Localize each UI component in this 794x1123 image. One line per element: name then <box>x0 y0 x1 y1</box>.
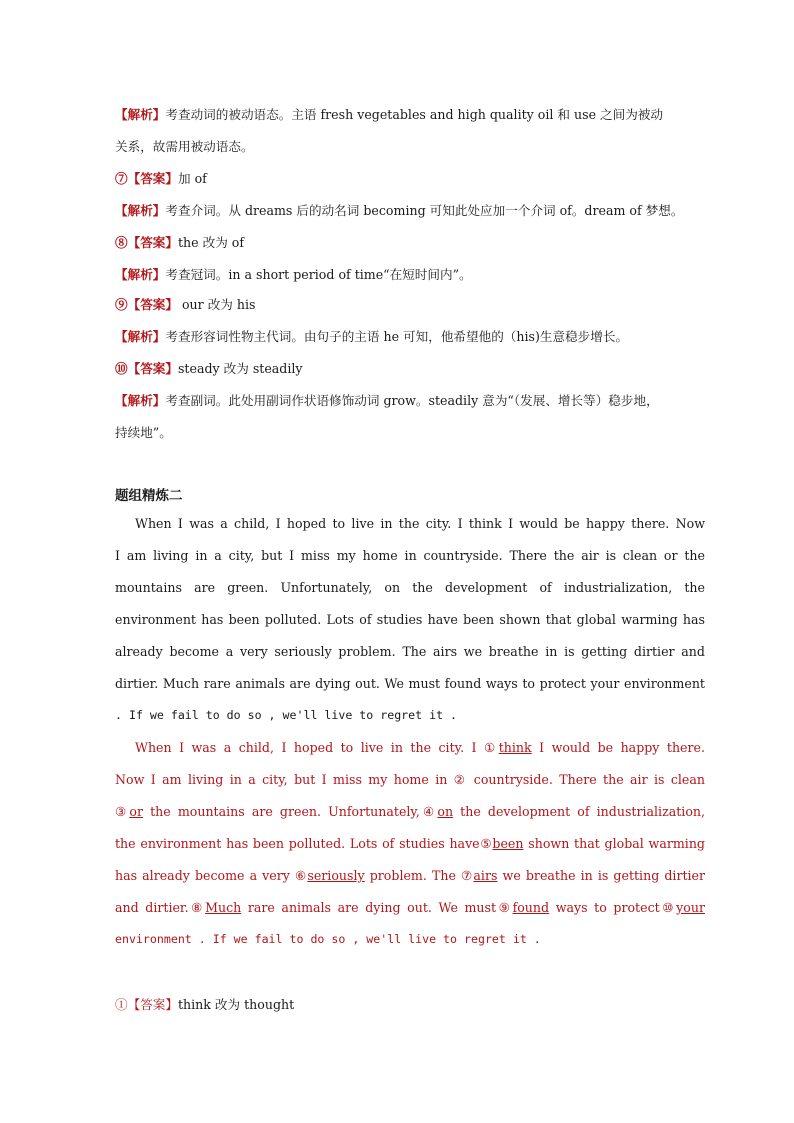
answer-label: ①【答案】 <box>115 997 178 1012</box>
passage-line: mountains are green. Unfortunately, on the development of industrialization, the <box>115 580 705 595</box>
analysis-label: 【解析】 <box>115 267 166 282</box>
passage-line: already become a very seriously problem. The airs we breathe in is getting dirtier and <box>115 644 705 659</box>
answer-1 <box>115 994 705 1013</box>
analysis-label: ⑦【答案】 <box>115 171 178 186</box>
marked-word: Much <box>205 900 242 915</box>
analysis-label: ⑨【答案】 <box>115 297 178 312</box>
analysis-text: our 改为 his <box>177 297 256 312</box>
passage-line: environment has been polluted. Lots of studies have been shown that global warming has <box>115 612 705 627</box>
analysis-line <box>115 104 705 123</box>
analysis-label: ⑩【答案】 <box>115 361 178 376</box>
marked-word: or <box>129 804 143 819</box>
analysis-label: 【解析】 <box>115 107 166 122</box>
analysis-label: ⑧【答案】 <box>115 235 178 250</box>
marked-line-2: Now I am living in a city, but I miss my home in ② countryside. There the air is clean <box>115 772 706 787</box>
analysis-line <box>115 326 705 345</box>
marked-word: seriously <box>307 868 365 883</box>
analysis-text: 考查冠词。in a short period of time“在短时间内”。 <box>165 267 472 282</box>
marked-line-7: environment . If we fail to do so , we'll live to regret it . <box>115 932 541 946</box>
marked-line-4: the environment has been polluted. Lots of studies have⑤been shown that global warming <box>115 836 705 851</box>
analysis-line <box>115 168 705 187</box>
marked-line-5: has already become a very ⑥seriously problem. The ⑦airs we breathe in is getting dirtier <box>115 868 706 883</box>
analysis-text: steady 改为 steadily <box>177 361 303 376</box>
analysis-line <box>115 264 705 283</box>
passage-line: dirtier. Much rare animals are dying out. We must found ways to protect your environment <box>115 676 705 691</box>
passage-line: When I was a child, I hoped to live in the city. I think I would be happy there. Now <box>135 516 705 531</box>
passage-line: I am living in a city, but I miss my home in countryside. There the air is clean or the <box>115 548 705 563</box>
passage-line: . If we fail to do so , we'll live to regret it . <box>115 708 458 722</box>
analysis-text: 持续地”。 <box>115 425 172 440</box>
analysis-text: 考查形容词性物主代词。由句子的主语 he 可知，他希望他的（his)生意稳步增长。 <box>165 329 629 344</box>
analysis-line <box>115 294 705 313</box>
analysis-label: 【解析】 <box>115 329 166 344</box>
analysis-line <box>115 200 705 219</box>
analysis-text: 考查副词。此处用副词作状语修饰动词 grow。steadily 意为“（发展、增长等）稳步地， <box>165 393 659 408</box>
analysis-line <box>115 358 705 377</box>
analysis-text: 关系，故需用被动语态。 <box>115 139 254 154</box>
marked-line-6: and dirtier.⑧Much rare animals are dying out. We must⑨found ways to protect⑩your <box>115 900 705 915</box>
analysis-line <box>115 390 705 409</box>
analysis-text: 加 of <box>177 171 207 186</box>
analysis-text: 考查动词的被动语态。主语 fresh vegetables and high quality oil 和 use 之间为被动 <box>165 107 664 122</box>
analysis-text: 考查介词。从 dreams 后的动名词 becoming 可知此处应加一个介词 of。dream of 梦想。 <box>165 203 684 218</box>
analysis-line <box>115 422 705 441</box>
analysis-text: the 改为 of <box>177 235 245 250</box>
answer-text: think 改为 thought <box>177 997 295 1012</box>
marked-word: on <box>437 804 454 819</box>
analysis-label: 【解析】 <box>115 203 166 218</box>
marked-word: think <box>498 740 532 755</box>
marked-word: been <box>492 836 524 851</box>
section-title: 题组精炼二 <box>115 488 183 504</box>
marked-line-1: When I was a child, I hoped to live in the city. I ①think I would be happy there. <box>135 740 705 755</box>
marked-word: found <box>512 900 550 915</box>
marked-line-3: ③or the mountains are green. Unfortunately,④on the development of industrialization, <box>115 804 706 819</box>
marked-word: airs <box>473 868 498 883</box>
analysis-label: 【解析】 <box>115 393 166 408</box>
analysis-line <box>115 232 705 251</box>
marked-word: your <box>676 900 705 915</box>
analysis-line <box>115 136 705 155</box>
